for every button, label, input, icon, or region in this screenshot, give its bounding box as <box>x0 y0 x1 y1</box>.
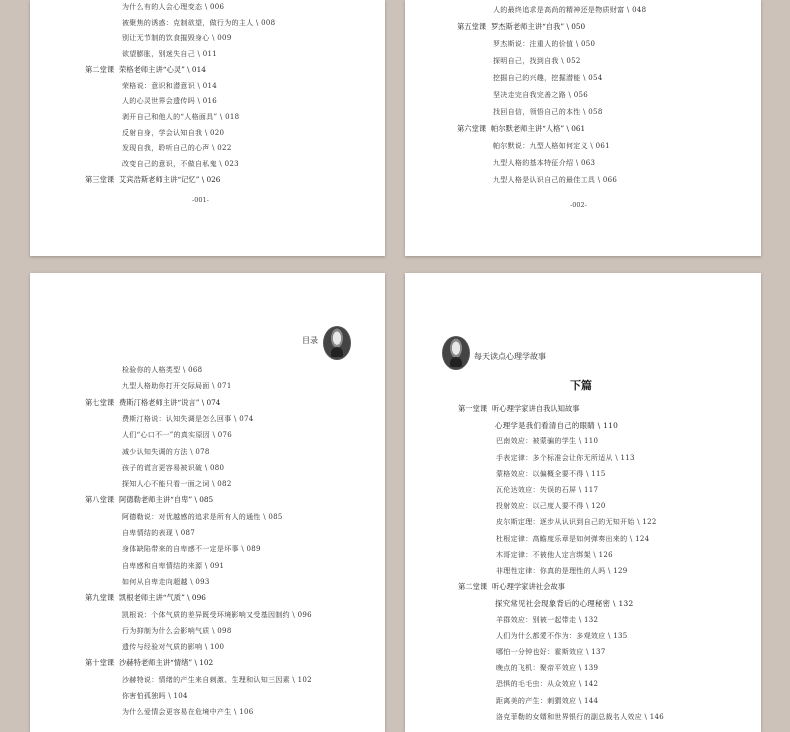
toc-entry: 挖掘自己的兴趣，挖掘潜能 \ 054 <box>493 74 603 82</box>
chapter-number: 第五堂课 <box>457 22 487 31</box>
toc-entry: 杜根定律：高瞻度乐章是如何弹奏出来的 \ 124 <box>496 534 650 543</box>
toc-entry: 哪怕一分钟也好：霍斯效应 \ 137 <box>496 648 606 656</box>
chapter-heading <box>85 495 213 505</box>
toc-entry: 九型人格的基本特征介绍 \ 063 <box>493 159 596 167</box>
chapter-number: 第十堂课 <box>85 658 115 668</box>
chapter-title: 艾宾浩斯老师主讲“记忆” \ 026 <box>119 174 221 184</box>
chapter-heading <box>457 124 585 134</box>
toc-entry: 非理性定律：你真的是理性的人吗 \ 129 <box>496 567 628 575</box>
portrait-icon <box>323 326 351 360</box>
toc-entry: 检验你的人格类型 \ 068 <box>122 366 203 374</box>
toc-entry: 阿德勒说：对优越感的追求是所有人的通性 \ 085 <box>122 512 283 521</box>
chapter-title: 沙赫特老师主讲“情绪” \ 102 <box>119 658 214 668</box>
chapter-number: 第八堂课 <box>85 495 115 505</box>
toc-entry: 你害怕孤独吗 \ 104 <box>122 692 188 700</box>
toc-entry: 凯根说：个体气质的差异既受环境影响又受基因制约 \ 096 <box>122 610 312 619</box>
toc-entry: 探知人心不能只看一面之词 \ 082 <box>122 480 232 489</box>
toc-entry: 发现自我，聆听自己的心声 \ 022 <box>122 144 232 153</box>
toc-entry: 改变自己的意识，不做自私鬼 \ 023 <box>122 160 239 168</box>
toc-entry: 身体缺陷带来的自卑感不一定是坏事 \ 089 <box>122 545 261 554</box>
toc-entry: 人的最终追求是高尚的精神还是物质财富 \ 048 <box>493 6 647 14</box>
toc-page-3 <box>30 273 385 732</box>
toc-entry: 反射自身，学会认知自我 \ 020 <box>122 128 225 137</box>
toc-entry: 荣格说：意识和潜意识 \ 014 <box>122 81 217 90</box>
toc-entry: 人的心灵世界会遗传吗 \ 016 <box>122 97 217 106</box>
chapter-title: 听心理学家讲社会故事 <box>492 582 565 592</box>
toc-entry: 心理学是我们看清自己的眼睛 \ 110 <box>495 421 619 431</box>
toc-entry: 恐惧的毛毛虫：从众效应 \ 142 <box>496 680 599 689</box>
page-header-title: 目录 <box>302 336 318 345</box>
toc-entry: 手表定律：多个标准会让你无所适从 \ 113 <box>496 453 635 462</box>
chapter-number: 第九堂课 <box>85 593 115 603</box>
toc-entry: 行为抑制为什么会影响气质 \ 098 <box>122 626 232 635</box>
chapter-number: 第一堂课 <box>458 404 488 413</box>
toc-entry: 为什么有的人会心理变态 \ 006 <box>122 3 225 11</box>
toc-entry: 自卑情结的表现 \ 087 <box>122 529 196 537</box>
toc-page-2 <box>405 0 761 256</box>
toc-entry: 巴南效应：被蒙骗的学生 \ 110 <box>496 437 599 446</box>
toc-entry: 人们“心口不一”的真实原因 \ 076 <box>122 431 233 440</box>
chapter-heading <box>85 65 206 75</box>
toc-entry: 别让无节制的饮食摧毁身心 \ 009 <box>122 34 232 43</box>
page-number: -001- <box>192 196 209 204</box>
chapter-title: 阿德勒老师主讲“自卑” \ 085 <box>119 495 214 505</box>
chapter-heading <box>85 175 220 185</box>
chapter-number: 第二堂课 <box>85 64 115 74</box>
toc-entry: 欲望膨胀，别迷失自己 \ 011 <box>122 50 217 59</box>
page-number: -002- <box>570 201 587 209</box>
toc-entry: 被聚焦的诱惑：克制欲望，做行为的主人 \ 008 <box>122 18 276 27</box>
chapter-heading <box>85 593 206 603</box>
toc-entry: 探明自己，找到自我 \ 052 <box>493 57 581 65</box>
toc-entry: 坚决走完自我完善之路 \ 056 <box>493 91 588 99</box>
toc-entry: 遗传与经验对气质的影响 \ 100 <box>122 643 225 652</box>
chapter-heading <box>458 404 580 414</box>
toc-entry: 费斯汀格说：认知失调是怎么回事 \ 074 <box>122 414 254 423</box>
toc-entry: 减少认知失调的方法 \ 078 <box>122 447 210 456</box>
chapter-title: 听心理学家讲自我认知故事 <box>492 404 580 413</box>
toc-entry: 九型人格助你打开交际局面 \ 071 <box>122 382 232 391</box>
toc-entry: 帕尔默说：九型人格如何定义 \ 061 <box>493 142 610 150</box>
toc-entry: 自卑感和自卑情结的来源 \ 091 <box>122 561 225 570</box>
chapter-number: 第七堂课 <box>85 397 115 407</box>
toc-entry: 人们为什么都愛不作为：多观效应 \ 135 <box>496 631 628 640</box>
section-title: 下篇 <box>570 379 592 392</box>
chapter-title: 费斯汀格老师主讲“说言” \ 074 <box>119 397 221 407</box>
toc-entry: 沙赫特说：情绪的产生来自刺激、生理和认知三因素 \ 102 <box>122 675 312 684</box>
toc-page-1 <box>30 0 385 256</box>
chapter-title: 帕尔默老师主讲“人格” \ 061 <box>491 124 586 133</box>
chapter-title: 罗杰斯老师主讲“自我” \ 050 <box>491 22 586 31</box>
toc-entry: 洛克菲勒的女婿和世界银行的副总裁名人效应 \ 146 <box>496 712 664 721</box>
toc-entry: 为什么爱情会更容易在危境中产生 \ 106 <box>122 708 254 717</box>
page-header-title: 每天读点心理学故事 <box>474 352 546 361</box>
toc-entry: 投射效应：以己度人要不得 \ 120 <box>496 502 606 511</box>
toc-entry: 剥开自己和他人的“人格面具” \ 018 <box>122 112 240 121</box>
toc-entry: 找回自信，领悟自己的本性 \ 058 <box>493 108 603 116</box>
toc-entry: 蒙格效应：以偏概全要不得 \ 115 <box>496 469 606 478</box>
toc-entry: 瓦伦达效应：失误的石屏 \ 117 <box>496 486 599 494</box>
chapter-heading <box>85 398 220 408</box>
toc-entry: 皮尔斯定理：逐步从认识到自己的无知开始 \ 122 <box>496 518 657 527</box>
toc-entry: 距离美的产生：刺猬效应 \ 144 <box>496 696 599 705</box>
chapter-number: 第三堂课 <box>85 174 115 184</box>
toc-entry: 羊群效应：别被一起带走 \ 132 <box>496 615 599 624</box>
chapter-number: 第六堂课 <box>457 124 487 133</box>
toc-entry: 探究常见社会现象背后的心理秘密 \ 132 <box>495 599 634 609</box>
chapter-heading <box>458 582 565 592</box>
chapter-title: 荣格老师主讲“心灵” \ 014 <box>119 64 206 74</box>
chapter-heading <box>457 22 585 32</box>
chapter-title: 凯根老师主讲“气质” \ 096 <box>119 593 206 603</box>
toc-entry: 木哥定律：不被他人定言绑架 \ 126 <box>496 550 613 559</box>
chapter-heading <box>85 658 213 668</box>
toc-entry: 孩子的谎言更容易被识破 \ 080 <box>122 463 225 472</box>
toc-entry: 晚点的飞机：聚帝平效应 \ 139 <box>496 664 599 673</box>
portrait-icon <box>442 336 470 370</box>
toc-entry: 罗杰斯说：注重人的价值 \ 050 <box>493 40 596 48</box>
toc-page-4 <box>405 273 761 732</box>
toc-entry: 九型人格是认识自己的最佳工具 \ 066 <box>493 176 618 184</box>
toc-entry: 如何从自卑走向超越 \ 093 <box>122 577 210 586</box>
chapter-number: 第二堂课 <box>458 582 488 592</box>
